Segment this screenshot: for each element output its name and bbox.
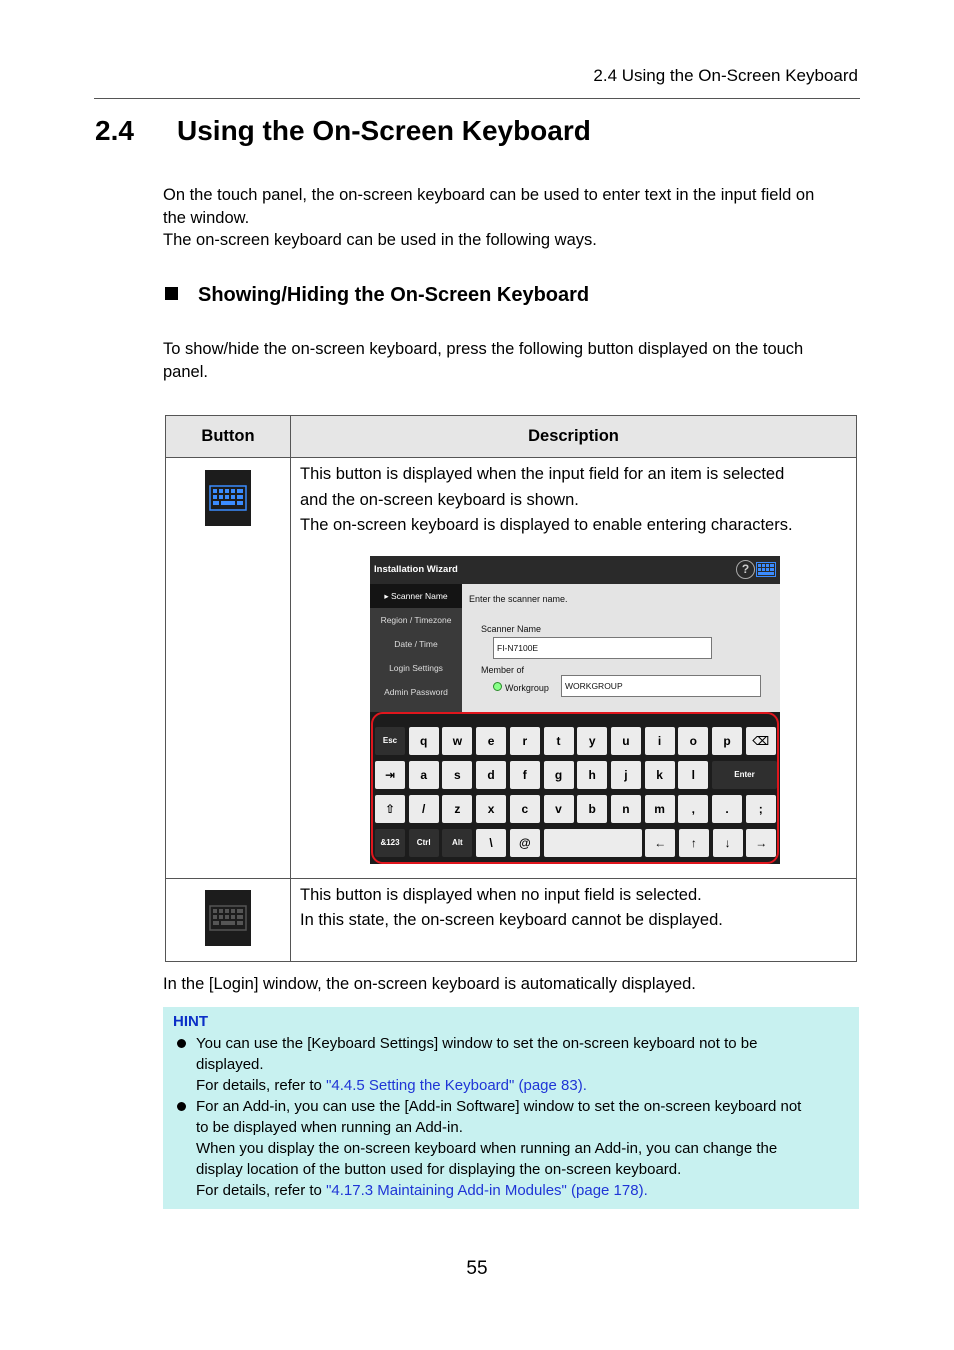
sidebar-item-admin-password[interactable]: Admin Password [384, 686, 448, 697]
keyboard-button-active [205, 470, 251, 526]
key-u8593[interactable]: ↑ [679, 829, 709, 857]
button-table [165, 415, 857, 962]
key-y[interactable]: y [577, 727, 607, 755]
sidebar-item-region-timezone[interactable]: Region / Timezone [380, 614, 452, 625]
sub-intro-line: To show/hide the on-screen keyboard, press the following button displayed on the touch [163, 340, 804, 358]
hint-line: display location of the button used for displaying the on-screen keyboard. [196, 1161, 682, 1178]
workgroup-input[interactable]: WORKGROUP [561, 675, 761, 697]
key-z[interactable]: z [442, 795, 472, 823]
bullet-icon [177, 1039, 186, 1048]
help-icon[interactable]: ? [736, 560, 755, 579]
key-Esc[interactable]: Esc [375, 727, 405, 755]
header-rule [94, 98, 860, 99]
hint-line: to be displayed when running an Add-in. [196, 1119, 463, 1136]
key-Alt[interactable]: Alt [442, 829, 472, 857]
description-line: The on-screen keyboard is displayed to enable entering characters. [300, 516, 793, 534]
workgroup-radio[interactable] [493, 682, 502, 691]
section-heading [95, 115, 591, 147]
key-u9003[interactable]: ⌫ [746, 727, 776, 755]
wizard-prompt: Enter the scanner name. [469, 593, 568, 604]
wizard-sidebar [370, 584, 462, 712]
keyboard-icon [209, 485, 247, 511]
intro-line: The on-screen keyboard can be used in the following ways. [163, 231, 597, 249]
key-k[interactable]: k [645, 761, 675, 789]
table-header-row [166, 416, 857, 458]
hint-line: displayed. [196, 1056, 264, 1073]
sidebar-item-login-settings[interactable]: Login Settings [389, 662, 443, 673]
key-h[interactable]: h [577, 761, 607, 789]
key-e[interactable]: e [476, 727, 506, 755]
key-f[interactable]: f [510, 761, 540, 789]
on-screen-keyboard [370, 712, 780, 864]
description-line: This button is displayed when no input field is selected. [300, 885, 702, 904]
sub-intro-line: panel. [163, 362, 208, 381]
installation-wizard-screenshot [370, 556, 780, 864]
link-maintaining-addin[interactable]: "4.17.3 Maintaining Add-in Modules" (page 178). [326, 1182, 648, 1199]
section-title: Using the On-Screen Keyboard [177, 115, 591, 146]
column-header-description: Description [291, 416, 857, 458]
key-Ctrl[interactable]: Ctrl [409, 829, 439, 857]
hint-box [163, 1007, 859, 1209]
sidebar-item-scanner-name[interactable]: ▸ Scanner Name [370, 584, 462, 608]
key-u8677[interactable]: ⇥ [375, 761, 405, 789]
key-u8594[interactable]: → [746, 829, 776, 857]
subsection-title: Showing/Hiding the On-Screen Keyboard [198, 284, 590, 306]
subsection-heading [165, 284, 589, 307]
key-u8679[interactable]: ⇧ [375, 795, 405, 823]
description-line: In this state, the on-screen keyboard cannot be displayed. [300, 911, 723, 929]
wizard-title: Installation Wizard [374, 563, 458, 575]
workgroup-label: Workgroup [505, 682, 549, 693]
hint-line: When you display the on-screen keyboard when running an Add-in, you can change the [196, 1140, 778, 1157]
key-b[interactable]: b [577, 795, 607, 823]
scanner-name-label: Scanner Name [481, 623, 542, 634]
key-c[interactable]: c [510, 795, 540, 823]
key-u64[interactable]: @ [510, 829, 540, 857]
key-j[interactable]: j [611, 761, 641, 789]
key-u8592[interactable]: ← [645, 829, 675, 857]
description-line: and the on-screen keyboard is shown. [300, 490, 579, 509]
key-u92[interactable]: \ [476, 829, 506, 857]
intro-line: On the touch panel, the on-screen keyboard can be used to enter text in the input field on [163, 186, 815, 204]
key-v[interactable]: v [544, 795, 574, 823]
table-row [166, 458, 857, 879]
key-d[interactable]: d [476, 761, 506, 789]
key-q[interactable]: q [409, 727, 439, 755]
column-header-button: Button [166, 416, 291, 458]
key-u44[interactable]: , [678, 795, 708, 823]
bullet-icon [177, 1102, 186, 1111]
intro-paragraph [163, 184, 863, 252]
keyboard-icon [209, 905, 247, 931]
keyboard-button-inactive [205, 890, 251, 946]
key-s[interactable]: s [442, 761, 472, 789]
key-p[interactable]: p [712, 727, 742, 755]
after-table-text: In the [Login] window, the on-screen keyboard is automatically displayed. [163, 975, 696, 993]
page-number: 55 [466, 1258, 488, 1279]
description-line: This button is displayed when the input field for an item is selected [300, 465, 785, 483]
key-u38123[interactable]: &123 [375, 829, 405, 857]
key-space[interactable] [544, 829, 642, 857]
sidebar-item-date-time[interactable]: Date / Time [394, 638, 438, 649]
key-a[interactable]: a [409, 761, 439, 789]
square-bullet-icon [165, 287, 178, 300]
running-header: 2.4 Using the On-Screen Keyboard [593, 66, 858, 85]
button-cell [166, 878, 291, 961]
key-l[interactable]: l [678, 761, 708, 789]
keyboard-icon[interactable] [756, 562, 776, 577]
key-u8595[interactable]: ↓ [713, 829, 743, 857]
intro-line: the window. [163, 208, 250, 227]
key-g[interactable]: g [544, 761, 574, 789]
key-t[interactable]: t [544, 727, 574, 755]
hint-content [163, 1033, 801, 1201]
key-r[interactable]: r [510, 727, 540, 755]
key-n[interactable]: n [611, 795, 641, 823]
key-i[interactable]: i [645, 727, 675, 755]
scanner-name-input[interactable]: FI-N7100E [493, 637, 712, 659]
key-u59[interactable]: ; [746, 795, 776, 823]
key-u[interactable]: u [611, 727, 641, 755]
hint-title: HINT [173, 1013, 208, 1030]
wizard-title-bar [370, 556, 780, 584]
key-u47[interactable]: / [409, 795, 439, 823]
section-number: 2.4 [95, 115, 134, 146]
key-x[interactable]: x [476, 795, 506, 823]
table-row [166, 878, 857, 961]
description-cell [291, 878, 857, 961]
hint-line: For details, refer to "4.17.3 Maintaining Add-in Modules" (page 178). [196, 1182, 648, 1199]
key-o[interactable]: o [678, 727, 708, 755]
hint-line: For details, refer to "4.4.5 Setting the Keyboard" (page 83). [196, 1077, 587, 1094]
key-w[interactable]: w [442, 727, 472, 755]
member-of-label: Member of [481, 664, 525, 675]
key-Enter[interactable]: Enter [712, 761, 777, 789]
description-cell [291, 458, 857, 879]
link-setting-keyboard[interactable]: "4.4.5 Setting the Keyboard" (page 83). [326, 1077, 587, 1094]
hint-line: You can use the [Keyboard Settings] window to set the on-screen keyboard not to be [163, 1033, 801, 1054]
key-u46[interactable]: . [712, 795, 742, 823]
wizard-main-panel [462, 584, 780, 712]
key-m[interactable]: m [645, 795, 675, 823]
subsection-paragraph [163, 338, 863, 383]
button-cell [166, 458, 291, 879]
hint-line: For an Add-in, you can use the [Add-in Software] window to set the on-screen keyboard not [163, 1096, 801, 1117]
